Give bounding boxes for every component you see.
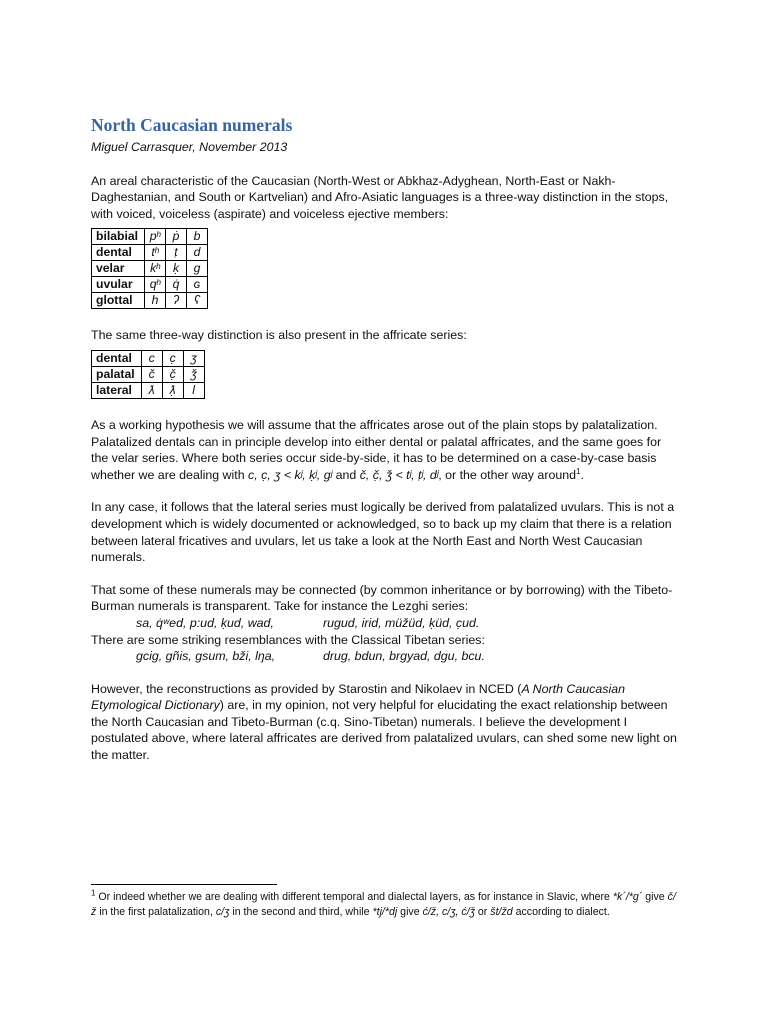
stops-table-label: bilabial	[92, 229, 145, 245]
hypothesis-paragraph	[91, 417, 681, 483]
lateral-paragraph: In any case, it follows that the lateral series must logically be derived from palatalized uvulars. This is not a development which is widely documented or acknowledged, so to back up my claim that there is a relation between lateral fricatives and uvulars, let us take a look at the North East and North West Caucasian numerals.	[91, 500, 675, 565]
footnote-separator	[91, 884, 277, 885]
tibetan-series-b: drug, bdun, brgyad, dgu, bcu.	[323, 649, 485, 664]
affricate-table-label: lateral	[92, 382, 142, 398]
stops-table-symbol: h	[145, 293, 166, 309]
stops-table-row	[92, 277, 208, 293]
footnote	[91, 890, 681, 920]
stops-table	[91, 228, 208, 309]
stops-table-symbol: qʰ	[145, 277, 166, 293]
stops-table-symbol: ɢ	[187, 277, 208, 293]
affricate-table-row	[92, 350, 205, 366]
hypothesis-symbols-1: c, c̣, ʒ < kʲ, ḳʲ, gʲ	[248, 467, 333, 482]
stops-table-symbol: ḳ	[166, 261, 187, 277]
lezghi-series-b: rugud, irid, müžüd, ḳüd, c̣ud.	[323, 615, 480, 630]
affricate-table-symbol: č̣	[162, 366, 183, 382]
affricate-table-symbol: ɫ	[183, 382, 204, 398]
footnote-text: give	[397, 906, 423, 918]
affricate-intro: The same three-way distinction is also present in the affricate series:	[91, 328, 467, 343]
affricate-table-symbol: ǯ	[183, 366, 204, 382]
however-text-b: ) are, in my opinion, not very helpful for elucidating the exact relationship between the North Caucasian and Tibeto-Burman (c.q. Sino-Tibetan) numerals. I believe the development I postulated above, where lateral affricates are derived from palatalized uvulars, can shed some new light on the matter.	[91, 698, 677, 763]
affricate-table-label: palatal	[92, 366, 142, 382]
intro-paragraph: An areal characteristic of the Caucasian (North-West or Abkhaz-Adyghean, North-East or Nakh-Daghestanian, and South or Kartvelian) and Afro-Asiatic languages is a three-way distinction in the stops, with voiced, voiceless (aspirate) and voiceless ejective members:	[91, 173, 669, 221]
stops-table-row	[92, 245, 208, 261]
byline: Miguel Carrasquer, November 2013	[91, 140, 288, 154]
lezghi-series-a: sa, q̇ʷed, p:ud, ḳud, wad,	[136, 615, 274, 630]
affricate-table-row	[92, 366, 205, 382]
stops-table-symbol: b	[187, 229, 208, 245]
hypothesis-text-end: , or the other way around	[438, 467, 577, 482]
affricate-table	[91, 350, 205, 399]
footnote-marker: 1	[91, 888, 96, 898]
footnote-text: according to dialect.	[512, 906, 610, 918]
hypothesis-and: and	[332, 467, 360, 482]
tibetan-series-a: gcig, gñis, gsum, bži, lŋa,	[136, 649, 276, 664]
page-title: North Caucasian numerals	[91, 115, 293, 135]
lezghi-series	[91, 615, 681, 632]
footnote-term: *tj/*dj	[372, 906, 398, 918]
footnote-text: in the first palatalization,	[96, 906, 216, 918]
affricate-table-symbol: c	[141, 350, 162, 366]
footnote-text: or	[474, 906, 491, 918]
stops-table-symbol: ʕ	[187, 293, 208, 309]
affricate-table-label: dental	[92, 350, 142, 366]
stops-table-symbol: pʰ	[145, 229, 166, 245]
stops-table-symbol: q̇	[166, 277, 187, 293]
tibeto-intro: That some of these numerals may be connected (by common inheritance or by borrowing) with the Tibeto-Burman numerals is transparent. Take for instance the Lezghi series:	[91, 582, 673, 614]
affricate-table-symbol: c̣	[162, 350, 183, 366]
stops-table-symbol: tʰ	[145, 245, 166, 261]
stops-table-label: velar	[92, 261, 145, 277]
stops-table-symbol: d	[187, 245, 208, 261]
stops-table-row	[92, 293, 208, 309]
stops-table-row	[92, 229, 208, 245]
affricate-table-symbol: ƛ	[141, 382, 162, 398]
affricate-table-symbol: ʒ	[183, 350, 204, 366]
stops-table-label: glottal	[92, 293, 145, 309]
however-paragraph	[91, 681, 681, 764]
affricate-table-symbol: č	[141, 366, 162, 382]
nced-title: A North Caucasian Etymological Dictionary	[91, 681, 625, 713]
hypothesis-symbols-2: č, č̣, ǯ < tʲ, ṭʲ, dʲ	[359, 467, 439, 482]
footnote-text: Or indeed whether we are dealing with different temporal and dialectal layers, as for instance in Slavic, where	[95, 891, 613, 903]
tibetan-series	[91, 648, 681, 665]
document-body	[91, 114, 681, 780]
hypothesis-period: .	[580, 467, 584, 482]
stops-table-symbol: ṭ	[166, 245, 187, 261]
footnote-term: c/ʒ	[215, 906, 230, 918]
footnote-text: give	[642, 891, 668, 903]
affricate-table-row	[92, 382, 205, 398]
stops-table-symbol: ʔ	[166, 293, 187, 309]
however-text-a: However, the reconstructions as provided by Starostin and Nikolaev in NCED (	[91, 681, 522, 696]
stops-table-label: dental	[92, 245, 145, 261]
footnote-ref[interactable]: 1	[576, 466, 581, 476]
tibetan-intro: There are some striking resemblances with the Classical Tibetan series:	[91, 632, 485, 647]
footnote-term: ć/ž, c/ʒ, ć/ǯ	[422, 906, 475, 918]
footnote-term: *k´/*g´	[612, 891, 643, 903]
stops-table-symbol: ṗ	[166, 229, 187, 245]
affricate-table-symbol: ƛ̣	[162, 382, 183, 398]
stops-table-symbol: g	[187, 261, 208, 277]
footnote-term: št/žd	[490, 906, 513, 918]
stops-table-symbol: kʰ	[145, 261, 166, 277]
stops-table-label: uvular	[92, 277, 145, 293]
hypothesis-text: As a working hypothesis we will assume that the affricates arose out of the plain stops by palatalization. Palatalized dentals can in principle develop into either dental or palatal affricates, and the same goes for the velar series. Where both series occur side-by-side, it has to be determined on a case-by-case basis whether we are dealing with	[91, 417, 662, 482]
footnote-term: č/ž	[91, 891, 676, 918]
stops-table-row	[92, 261, 208, 277]
footnote-text: in the second and third, while	[229, 906, 373, 918]
